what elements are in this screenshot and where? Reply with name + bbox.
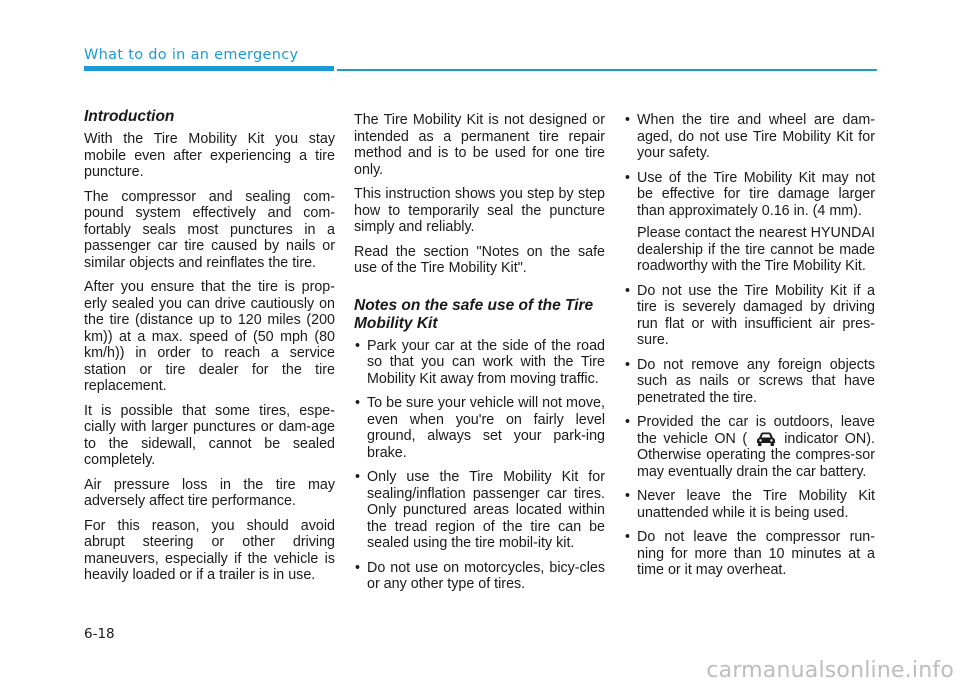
list-item [624,414,875,480]
list-item: • Do not use on motorcycles, bicy-cles or any other type of tires. [354,560,605,593]
list-item: • Never leave the Tire Mobility Kit unattended while it is being used. [624,488,875,521]
safe-use-heading: Notes on the safe use of the Tire Mobility Kit [354,296,594,332]
list-item: • Do not remove any foreign objects such as nails or screws that have penetrated the tire. [624,357,875,407]
list-item-text: indicator ON). Otherwise operating the compres-sor may eventually drain the car battery. [637,430,875,480]
list-item: • Only use the Tire Mobility Kit for sealing/inflation passenger car tires. Only punctured areas located within the tread region of the tire can be sealed using the tire mobil-ity kit. [354,469,605,552]
paragraph: Air pressure loss in the tire may adversely affect tire performance. [84,476,335,509]
list-item: • When the tire and wheel are dam-aged, do not use Tire Mobility Kit for your safety. [624,112,875,162]
list-item: • Do not leave the compressor run-ning for more than 10 minutes at a time or it may overheat. [624,529,875,579]
list-item: • Do not use the Tire Mobility Kit if a tire is severely damaged by driving run flat or with insufficient air pres-sure. [624,283,875,349]
list-item: • Park your car at the side of the road so that you can work with the Tire Mobility Kit away from moving traffic. [354,338,605,388]
paragraph: After you ensure that the tire is prop-erly sealed you can drive cautiously on the tire (distance up to 120 miles (200 km)) at a max. speed of (50 mph (80 km/h)) in order to reach a service station or tire dealer for the tire replacement. [84,279,335,394]
safety-list-continued [624,112,875,579]
paragraph: For this reason, you should avoid abrupt steering or other driving maneuvers, especially if the vehicle is heavily loaded or if a trailer is in use. [84,517,335,583]
column-2 [354,112,605,601]
paragraph: With the Tire Mobility Kit you stay mobile even after experiencing a tire puncture. [84,131,335,180]
list-item-text: Use of the Tire Mobility Kit may not be effective for tire damage larger than approximately 0.16 in. (4 mm). [637,169,875,219]
header-bar-thick [84,66,334,71]
paragraph: Read the section "Notes on the safe use of the Tire Mobility Kit". [354,243,605,276]
page-number: 6-18 [84,626,115,642]
watermark: carmanualsonline.info [706,658,954,683]
car-ready-icon [755,431,777,447]
paragraph: The Tire Mobility Kit is not designed or intended as a permanent tire repair method and is to be used for one tire only. [354,112,605,178]
safety-list [354,338,605,593]
paragraph: It is possible that some tires, espe-cially with larger punctures or dam-age to the sidewall, cannot be sealed completely. [84,402,335,468]
list-item: • To be sure your vehicle will not move, even when you're on fairly level ground, always set your park-ing brake. [354,395,605,461]
column-1 [84,108,335,592]
paragraph: This instruction shows you step by step how to temporarily seal the puncture simply and reliably. [354,186,605,235]
introduction-heading: Introduction [84,108,175,125]
list-item-text: Provided the car is outdoors, leave the vehicle ON ( [637,414,875,447]
list-item-subparagraph: Please contact the nearest HYUNDAI dealership if the tire cannot be made roadworthy with the Tire Mobility Kit. [637,225,875,274]
section-title: What to do in an emergency [84,47,299,63]
paragraph: The compressor and sealing com-pound system effectively and com-fortably seals most punctures in a passenger car tire caused by nails or similar objects and reinflates the tire. [84,188,335,271]
list-item [624,170,875,275]
column-3 [624,112,875,587]
header-bar-thin [337,69,877,71]
